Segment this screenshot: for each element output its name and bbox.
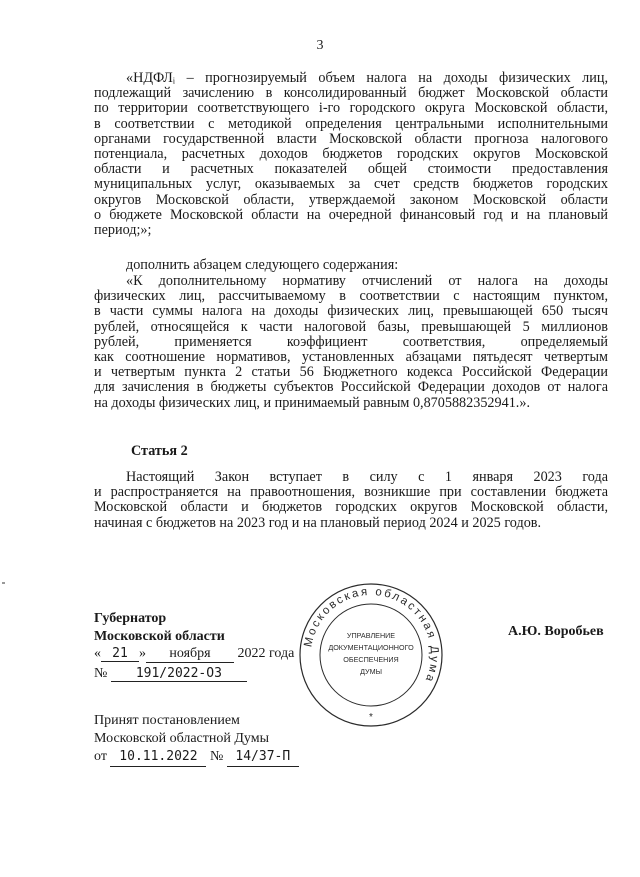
number-label: № <box>94 666 108 681</box>
text-line: области и расчетных показателей общей стоимости предоставления <box>94 161 608 178</box>
text-line: рублей, относящейся к части налоговой базы, превышающей 5 миллионов <box>94 318 608 335</box>
text-line: «К дополнительному нормативу отчислений от налога на доходы <box>126 273 608 289</box>
accepted-date-line <box>94 748 299 767</box>
text-line: о бюджете Московской области на очередной финансовый год и на плановый <box>94 206 608 223</box>
text-line: дополнить абзацем следующего содержания: <box>126 257 399 273</box>
paragraph-ndfl-definition <box>94 71 608 238</box>
paragraph-add-clause <box>94 258 608 273</box>
seal-center-line: ДУМЫ <box>360 667 382 676</box>
from-label: от <box>94 749 107 764</box>
text-line: Настоящий Закон вступает в силу с 1 января 2023 года <box>126 469 608 485</box>
article-title: Статья 2 <box>131 443 188 459</box>
governor-title-line2: Московской области <box>94 629 225 644</box>
seal-center-line: ДОКУМЕНТАЦИОННОГО <box>328 643 414 652</box>
text-line: и распространяется на правоотношения, возникшие при составлении бюджета <box>94 484 608 501</box>
law-date: « 21 » ноября 2022 года <box>94 646 295 661</box>
accepted-block <box>94 712 299 767</box>
accepted-line1: Принят постановлением <box>94 713 240 728</box>
text-line: период;»; <box>94 222 152 239</box>
governor-name: А.Ю. Воробьев <box>508 624 604 639</box>
governor-title <box>94 610 225 646</box>
text-line: рублей, применяется коэффициент соответствия, определяемый <box>94 333 608 350</box>
text-line: подлежащий зачислению в консолидированный бюджет Московской области <box>94 85 608 102</box>
text-line: по территории соответствующего i-го городского округа Московской области, <box>94 100 608 117</box>
text-line: начиная с бюджетов на 2023 год и на плановый период 2024 и 2025 годов. <box>94 514 542 531</box>
text-line: округов Московской области, утверждаемой законом Московской области <box>94 191 608 208</box>
paragraph-entry-into-force <box>94 470 608 531</box>
official-seal <box>296 580 446 730</box>
seal-center-line: ОБЕСПЕЧЕНИЯ <box>343 655 399 664</box>
seal-center-line: УПРАВЛЕНИЕ <box>346 631 396 640</box>
text-line: как соотношение нормативов, установленных абзацами пятьдесят четвертым <box>94 349 608 366</box>
text-line: и четвертым пункта 2 статьи 56 Бюджетного кодекса Российской Федерации <box>94 364 608 381</box>
scan-mark <box>2 582 5 584</box>
accepted-number-label: № <box>209 749 224 764</box>
seal-ring-text: Московская областная Дума <box>302 585 441 686</box>
date-year: 2022 года <box>237 646 295 661</box>
accepted-number: 14/37-П <box>227 748 299 767</box>
page-number: 3 <box>316 38 324 53</box>
text-line: «НДФЛᵢ – прогнозируемый объем налога на доходы физических лиц, <box>126 70 608 86</box>
number-value: 191/2022-ОЗ <box>111 666 247 682</box>
text-line: в соответствии с методикой определения центральными исполнительными <box>94 115 608 132</box>
text-line: для зачисления в бюджеты субъектов Российской Федерации доходов от налога <box>94 379 608 396</box>
date-month: ноября <box>146 646 234 663</box>
text-line: Московской области и бюджетов городских округов Московской области, <box>94 499 608 516</box>
text-line: органами государственной власти Московской области прогноза налогового <box>94 130 608 147</box>
text-line: муниципальных услуг, оказываемых за счет средств бюджетов городских <box>94 176 608 193</box>
text-line: в части суммы налога на доходы физических лиц, превышающей 650 тысяч <box>94 303 608 320</box>
paragraph-additional-norm <box>94 274 608 411</box>
accepted-line2: Московской областной Думы <box>94 731 269 746</box>
accepted-date: 10.11.2022 <box>110 748 206 767</box>
date-day: 21 <box>101 646 139 662</box>
law-number <box>94 666 247 682</box>
seal-star-icon: * <box>369 712 373 723</box>
text-line: на доходы физических лиц, и принимаемый равным 0,8705882352941.». <box>94 394 530 411</box>
governor-title-line1: Губернатор <box>94 611 167 626</box>
text-line: потенциала, расчетных доходов бюджетов городских округов Московской <box>94 146 608 163</box>
text-line: физических лиц, рассчитываемому в соответствии с настоящим пунктом, <box>94 288 608 305</box>
